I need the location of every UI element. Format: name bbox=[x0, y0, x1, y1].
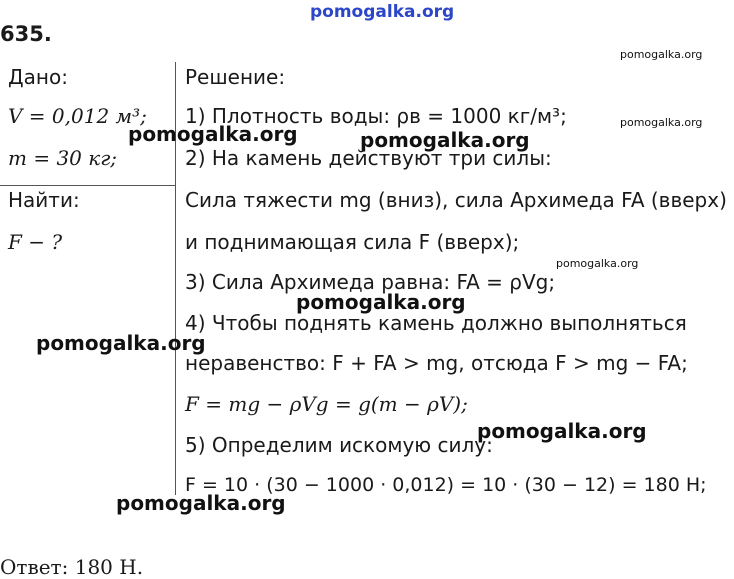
find-unknown: F − ? bbox=[8, 230, 63, 254]
solution-step-1: 1) Плотность воды: ρв = 1000 кг/м³; bbox=[185, 104, 567, 128]
watermark-large: pomogalka.org bbox=[296, 290, 466, 314]
watermark-top: pomogalka.org bbox=[310, 2, 455, 22]
watermark-large: pomogalka.org bbox=[116, 491, 286, 515]
watermark-large: pomogalka.org bbox=[477, 419, 647, 443]
given-mass: m = 30 кг; bbox=[8, 146, 118, 170]
solution-step-5: 5) Определим искомую силу: bbox=[185, 433, 493, 457]
solution-calculation: F = 10 · (30 − 1000 · 0,012) = 10 · (30 − 12) = 180 Н; bbox=[185, 474, 707, 496]
solution-label: Решение: bbox=[185, 65, 286, 89]
find-label: Найти: bbox=[8, 188, 80, 212]
solution-step-2-line-3: и поднимающая сила F (вверх); bbox=[185, 230, 520, 254]
solution-step-3: 3) Сила Архимеда равна: FA = ρVg; bbox=[185, 270, 556, 294]
answer: Ответ: 180 Н. bbox=[0, 555, 144, 579]
watermark-small: pomogalka.org bbox=[620, 116, 703, 129]
given-label: Дано: bbox=[8, 65, 68, 89]
watermark-small: pomogalka.org bbox=[620, 48, 703, 61]
problem-number: 635. bbox=[0, 22, 52, 46]
solution-step-4: 4) Чтобы поднять камень должно выполняться bbox=[185, 311, 687, 335]
solution-step-4-line-2: неравенство: F + FA > mg, отсюда F > mg − FA; bbox=[185, 351, 688, 375]
watermark-large: pomogalka.org bbox=[128, 122, 298, 146]
watermark-large: pomogalka.org bbox=[360, 128, 530, 152]
given-volume: V = 0,012 м³; bbox=[8, 104, 147, 128]
solution-step-2-line-2: Сила тяжести mg (вниз), сила Архимеда FA (вверх) bbox=[185, 188, 727, 212]
solution-step-2: 2) На камень действуют три силы: bbox=[185, 146, 552, 170]
solution-formula: F = mg − ρVg = g(m − ρV); bbox=[185, 392, 468, 416]
watermark-small: pomogalka.org bbox=[556, 257, 639, 270]
horizontal-divider bbox=[0, 185, 176, 186]
watermark-large: pomogalka.org bbox=[36, 331, 206, 355]
